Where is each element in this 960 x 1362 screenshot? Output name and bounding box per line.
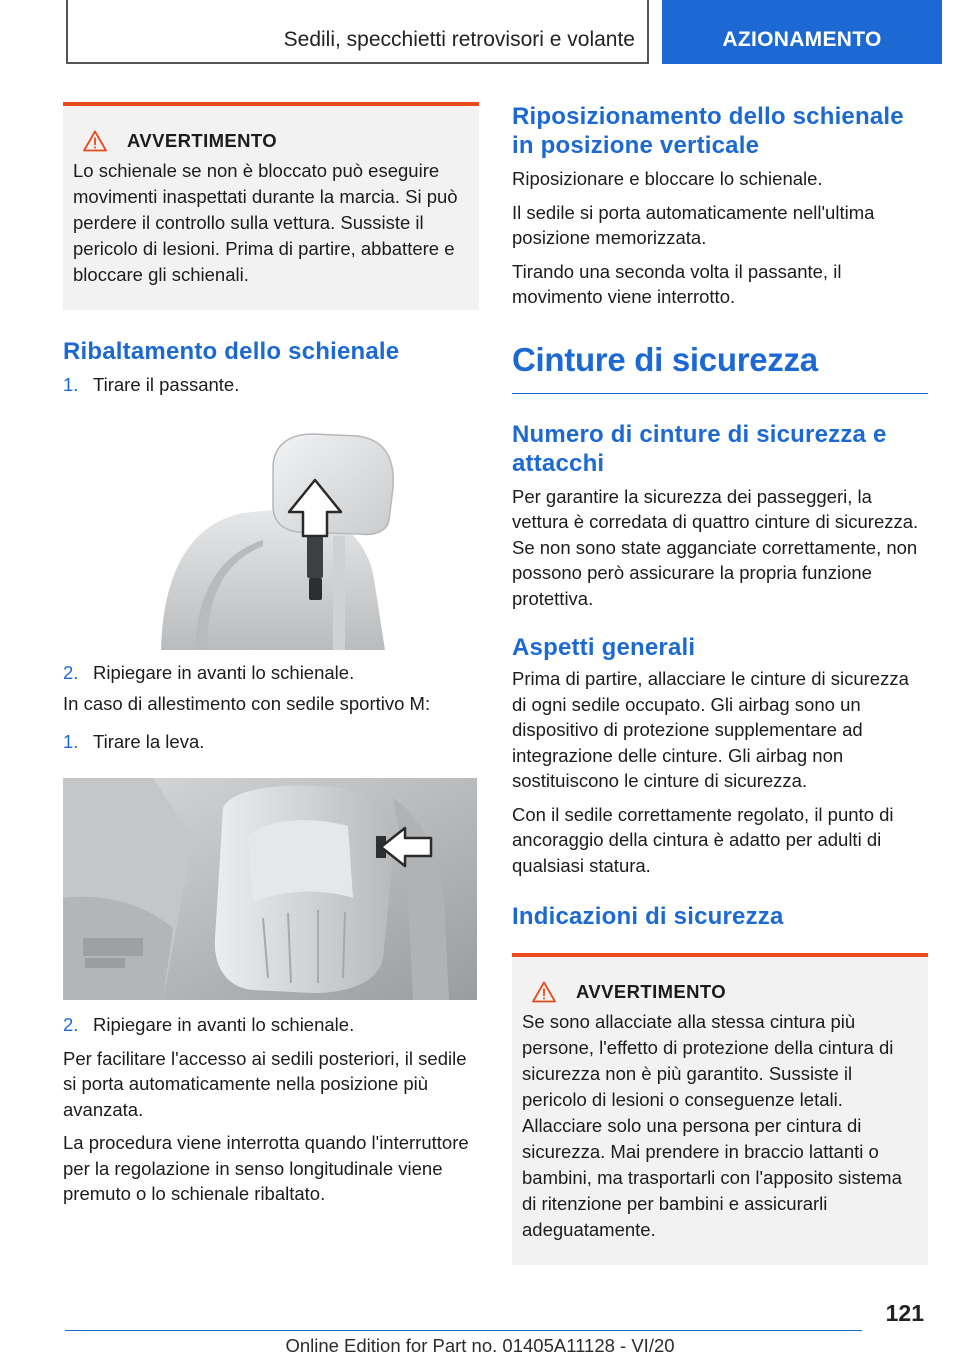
section-heading-belt-count: Numero di cinture di sicurezza e attacchi [512,420,887,477]
warning-text: Se sono allacciate alla stessa cintura più persone, l'effetto di protezione della cintura di sicurezza non è più garantito. Sussiste il pericolo di lesioni o conseguenze letali. Allacciare solo una persona per cintura di sicurezza. Mai prendere in braccio lattanti o bambini, ma trasportarli con l'apposito sistema di ritenzione per bambini e assicurarli adeguatamente. [522,1011,902,1240]
header-chapter-tab[interactable] [662,0,942,64]
warning-title: AVVERTIMENTO [127,130,278,151]
sport-seat-lever-photo [63,778,477,1000]
header-section-title: Sedili, specchietti retrovisori e volante [283,28,635,51]
page-number: 121 [885,1300,924,1326]
step-text: Ripiegare in avanti lo schienale. [93,1014,355,1035]
header-section-box [66,0,649,64]
seat-strap-illustration [123,428,423,650]
warning-title-row [83,130,469,152]
step-item [63,1012,479,1038]
step-number: 1. [63,374,79,395]
belt-count-paragraph: Per garantire la sicurezza dei passeggeri, la vettura è corredata di quattro cinture di sicurezza. Se non sono state agganciate correttamente, non possono però assicurare la propria funzione protettiva. [512,485,919,609]
section-heading-general: Aspetti generali [512,634,696,661]
section-heading-reposition: Riposizionamento dello schienale in posizione verticale [512,103,904,159]
sport-seat-intro: In caso di allestimento con sedile sportivo M: [63,693,431,714]
warning-text: Lo schienale se non è bloccato può eseguire movimenti inaspettati durante la marcia. Si può perdere il controllo sulla vettura. Sussiste il pericolo di lesioni. Prima di partire, abbattere e bloccare gli schienali. [73,160,458,285]
warning-title-row [532,981,918,1003]
step-number: 2. [63,661,79,683]
reposition-paragraph-1: Riposizionare e bloccare lo schienale. [512,168,823,189]
footer-edition: Online Edition for Part no. 01405A11128 - VI/20 [285,1335,675,1356]
general-paragraph-1: Prima di partire, allacciare le cinture di sicurezza di ogni sedile occupato. Gli airbag sono un dispositivo di protezione supplementare ad integrazione delle cinture. Gli airbag non sostituiscono le cinture di sicurezza. [512,668,909,791]
step-number: 2. [63,1014,79,1035]
warning-box-backrest [63,102,479,310]
warning-triangle-icon [83,130,107,152]
warning-triangle-icon [532,981,556,1003]
right-column [512,102,928,1265]
step-text: Ripiegare in avanti lo schienale. [93,661,355,683]
reposition-paragraph-3: Tirando una seconda volta il passante, il movimento viene interrotto. [512,260,842,307]
paragraph-interrupt: La procedura viene interrotta quando l'interruttore per la regolazione in senso longitudinale viene premuto o lo schienale ribaltato. [63,1132,469,1204]
paragraph-access: Per facilitare l'accesso ai sedili posteriori, il sedile si porta automaticamente nella posizione più avanzata. [63,1047,467,1120]
warning-box-belt [512,953,928,1265]
step-text: Tirare la leva. [93,730,205,752]
chapter-heading-seat-belts: Cinture di sicurezza [512,340,818,378]
chapter-heading-rule [512,393,928,394]
left-column [63,102,479,1207]
footer-rule [65,1330,862,1331]
section-heading-safety: Indicazioni di sicurezza [512,903,784,930]
general-paragraph-2: Con il sedile correttamente regolato, il punto di ancoraggio della cintura è adatto per adulti di qualsiasi statura. [512,803,894,876]
step-number: 1. [63,730,79,752]
step-item [63,660,479,686]
step-item [63,372,479,398]
section-heading-fold-backrest: Ribaltamento dello schienale [63,338,400,365]
step-item [63,729,479,755]
step-text: Tirare il passante. [93,374,240,395]
reposition-paragraph-2: Il sedile si porta automaticamente nell'ultima posizione memorizzata. [512,201,875,248]
header-chapter-label: AZIONAMENTO [722,28,882,51]
warning-title: AVVERTIMENTO [576,981,727,1002]
